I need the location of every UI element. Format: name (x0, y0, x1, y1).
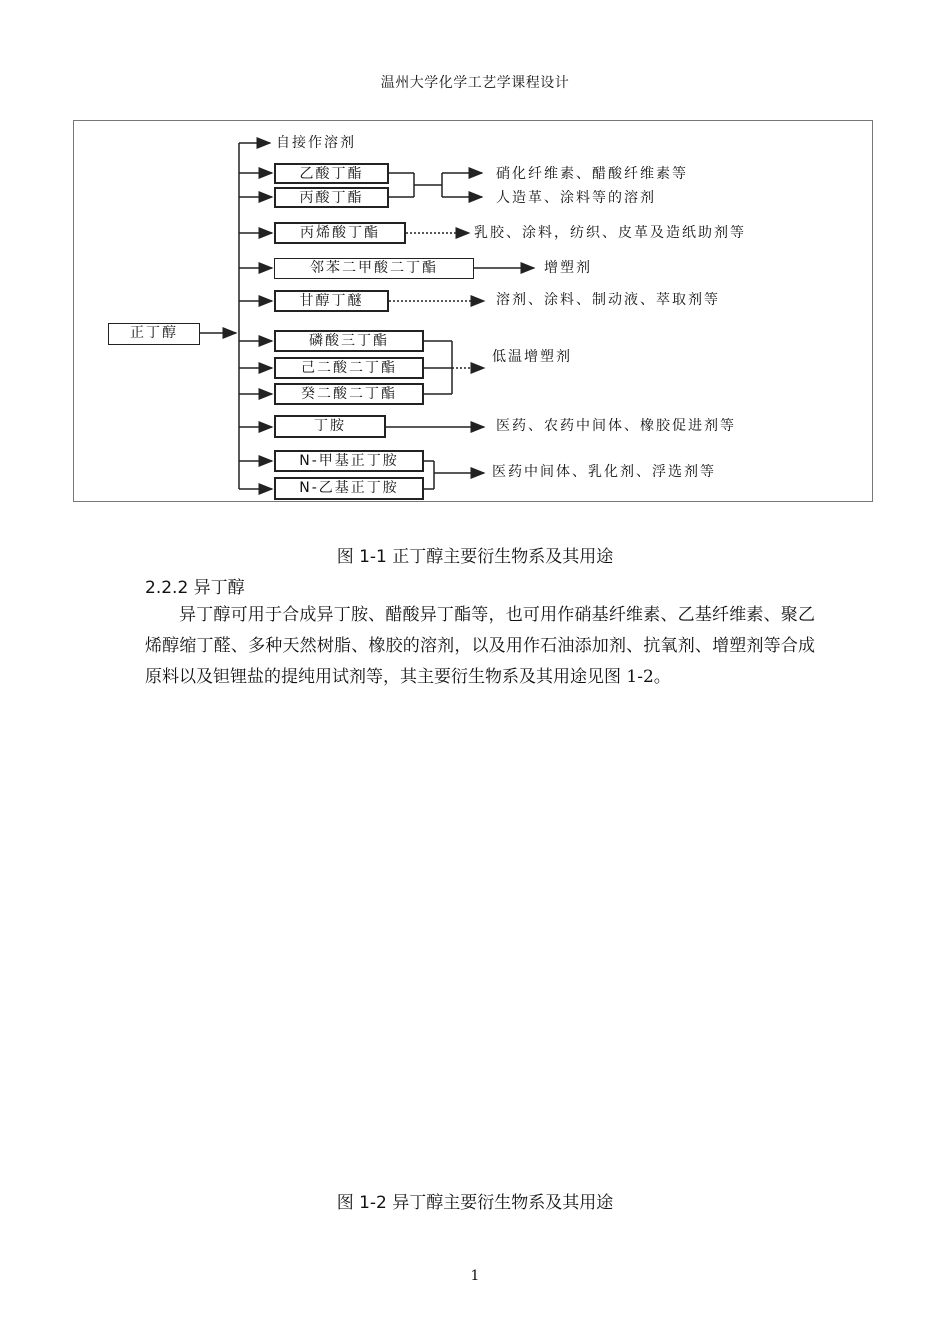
derivative-node: 甘醇丁醚 (274, 290, 389, 312)
derivative-node: 丙烯酸丁酯 (274, 222, 406, 244)
usage-label: 医药中间体、乳化剂、浮选剂等 (492, 464, 716, 480)
figure-1-diagram (73, 120, 873, 502)
usage-label: 硝化纤维素、醋酸纤维素等 (496, 166, 688, 182)
page-header: 温州大学化学工艺学课程设计 (380, 75, 570, 91)
usage-label: 低温增塑剂 (492, 349, 572, 365)
usage-label: 人造革、涂料等的溶剂 (496, 190, 656, 206)
derivative-node: 乙酸丁酯 (274, 163, 389, 184)
usage-label: 增塑剂 (544, 260, 592, 276)
root-node: 正丁醇 (108, 323, 200, 345)
derivative-node: N-甲基正丁胺 (274, 450, 424, 472)
derivative-node: 磷酸三丁酯 (274, 330, 424, 352)
derivative-node: 己二酸二丁酯 (274, 357, 424, 379)
body-paragraph: 异丁醇可用于合成异丁胺、醋酸异丁酯等，也可用作硝基纤维素、乙基纤维素、聚乙烯醇缩丁醛、多种天然树脂、橡胶的溶剂，以及用作石油添加剂、抗氧剂、增塑剂等合成原料以及钽锂盐的提纯用试剂等，其主要衍生物系及其用途见图 1-2。 (145, 605, 815, 687)
page-number: 1 (470, 1268, 480, 1284)
section-heading: 2.2.2 异丁醇 (145, 578, 245, 598)
figure-1-caption: 图 1-1 正丁醇主要衍生物系及其用途 (336, 547, 614, 567)
usage-label: 乳胶、涂料，纺织、皮革及造纸助剂等 (474, 225, 746, 241)
derivative-node: N-乙基正丁胺 (274, 477, 424, 500)
derivative-node: 丙酸丁酯 (274, 187, 389, 208)
derivative-direct-solvent: 自接作溶剂 (276, 135, 356, 151)
derivative-node: 邻苯二甲酸二丁酯 (274, 258, 474, 279)
derivative-node: 丁胺 (274, 415, 386, 438)
derivative-node: 癸二酸二丁酯 (274, 383, 424, 405)
diagram-connectors (74, 121, 874, 503)
usage-label: 医药、农药中间体、橡胶促进剂等 (496, 418, 736, 434)
figure-2-caption: 图 1-2 异丁醇主要衍生物系及其用途 (336, 1193, 614, 1213)
usage-label: 溶剂、涂料、制动液、萃取剂等 (496, 292, 720, 308)
